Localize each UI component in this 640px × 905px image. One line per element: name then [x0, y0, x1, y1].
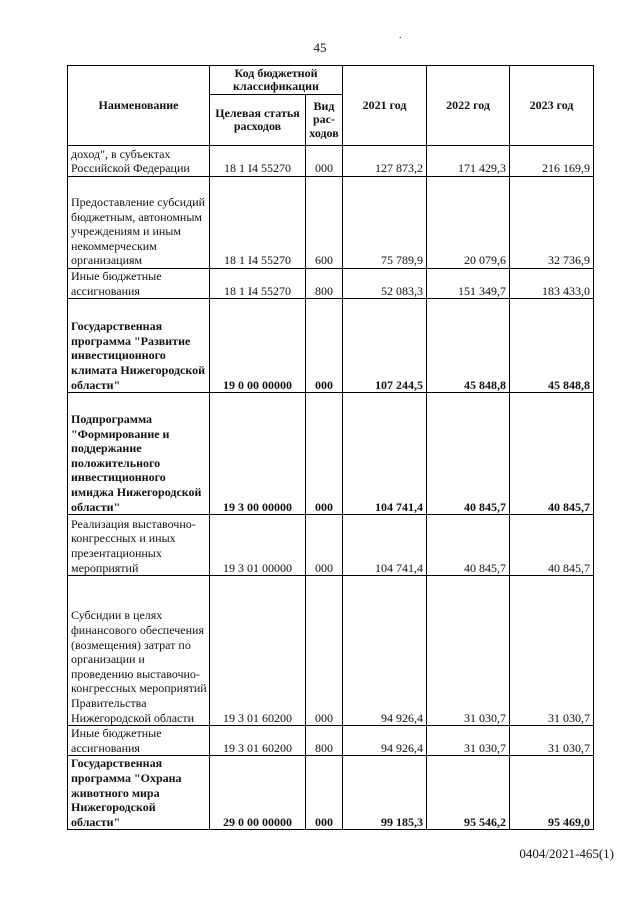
row-value-2022: 45 848,8 — [427, 299, 510, 393]
row-value-2023: 31 030,7 — [510, 726, 594, 756]
row-target-code: 18 1 I4 55270 — [210, 146, 306, 177]
row-target-code: 19 3 01 60200 — [210, 726, 306, 756]
header-name: Наименование — [68, 66, 210, 146]
row-name: Иные бюджетные ассигнования — [68, 726, 210, 756]
row-value-2022: 95 546,2 — [427, 756, 510, 830]
row-value-2021: 94 926,4 — [343, 576, 427, 726]
table-row — [68, 393, 594, 515]
row-target-code: 29 0 00 00000 — [210, 756, 306, 830]
row-value-2023: 31 030,7 — [510, 576, 594, 726]
row-value-2021: 104 741,4 — [343, 393, 427, 515]
row-value-2022: 40 845,7 — [427, 515, 510, 576]
row-name: Иные бюджетные ассигнования — [68, 269, 210, 299]
row-expense-kind: 000 — [306, 146, 343, 177]
page-number: 45 — [313, 40, 327, 55]
header-target: Целевая статья расходов — [210, 95, 306, 146]
row-expense-kind: 000 — [306, 393, 343, 515]
row-name: Государственная программа "Развитие инвестиционного климата Нижегородской области" — [68, 299, 210, 393]
row-value-2022: 171 429,3 — [427, 146, 510, 177]
row-value-2023: 45 848,8 — [510, 299, 594, 393]
row-expense-kind: 800 — [306, 269, 343, 299]
row-value-2021: 52 083,3 — [343, 269, 427, 299]
row-name: Государственная программа "Охрана животного мира Нижегородской области" — [68, 756, 210, 830]
row-target-code: 19 0 00 00000 — [210, 299, 306, 393]
row-value-2023: 183 433,0 — [510, 269, 594, 299]
row-expense-kind: 000 — [306, 515, 343, 576]
row-target-code: 18 1 I4 55270 — [210, 177, 306, 269]
row-value-2022: 31 030,7 — [427, 726, 510, 756]
row-value-2023: 32 736,9 — [510, 177, 594, 269]
budget-table — [67, 65, 594, 830]
header-2021: 2021 год — [343, 66, 427, 146]
row-expense-kind: 000 — [306, 576, 343, 726]
header-kind: Вид рас-ходов — [306, 95, 343, 146]
document-code: 0404/2021-465(1) — [519, 846, 614, 861]
row-name: Реализация выставочно-конгрессных и иных презентационных мероприятий — [68, 515, 210, 576]
row-expense-kind: 800 — [306, 726, 343, 756]
table-row — [68, 515, 594, 576]
row-value-2021: 127 873,2 — [343, 146, 427, 177]
row-target-code: 19 3 01 60200 — [210, 576, 306, 726]
row-target-code: 19 3 01 00000 — [210, 515, 306, 576]
row-value-2023: 40 845,7 — [510, 515, 594, 576]
table-row — [68, 269, 594, 299]
row-name: Предоставление субсидий бюджетным, автономным учреждениям и иным некоммерческим организациям — [68, 177, 210, 269]
row-target-code: 19 3 00 00000 — [210, 393, 306, 515]
stray-dot: . — [399, 30, 402, 41]
row-value-2023: 40 845,7 — [510, 393, 594, 515]
row-value-2022: 31 030,7 — [427, 576, 510, 726]
row-value-2023: 216 169,9 — [510, 146, 594, 177]
table-row — [68, 726, 594, 756]
table-row — [68, 299, 594, 393]
table-row — [68, 756, 594, 830]
row-value-2022: 151 349,7 — [427, 269, 510, 299]
row-target-code: 18 1 I4 55270 — [210, 269, 306, 299]
row-value-2023: 95 469,0 — [510, 756, 594, 830]
header-2022: 2022 год — [427, 66, 510, 146]
table-body — [68, 146, 594, 830]
row-expense-kind: 600 — [306, 177, 343, 269]
row-value-2022: 40 845,7 — [427, 393, 510, 515]
row-value-2022: 20 079,6 — [427, 177, 510, 269]
header-code-group: Код бюджетной классификации — [210, 66, 343, 95]
table-row — [68, 146, 594, 177]
row-name: доход", в субъектах Российской Федерации — [68, 146, 210, 177]
row-name: Субсидии в целях финансового обеспечения (возмещения) затрат по организации и проведению выставочно-конгрессных мероприятий Правительства Нижегородской области — [68, 576, 210, 726]
row-value-2021: 75 789,9 — [343, 177, 427, 269]
table-row — [68, 177, 594, 269]
header-row-1 — [68, 66, 594, 95]
row-value-2021: 104 741,4 — [343, 515, 427, 576]
row-name: Подпрограмма "Формирование и поддержание положительного инвестиционного имиджа Нижегородской области" — [68, 393, 210, 515]
row-value-2021: 94 926,4 — [343, 726, 427, 756]
row-expense-kind: 000 — [306, 299, 343, 393]
header-2023: 2023 год — [510, 66, 594, 146]
row-value-2021: 107 244,5 — [343, 299, 427, 393]
row-expense-kind: 000 — [306, 756, 343, 830]
table-row — [68, 576, 594, 726]
row-value-2021: 99 185,3 — [343, 756, 427, 830]
